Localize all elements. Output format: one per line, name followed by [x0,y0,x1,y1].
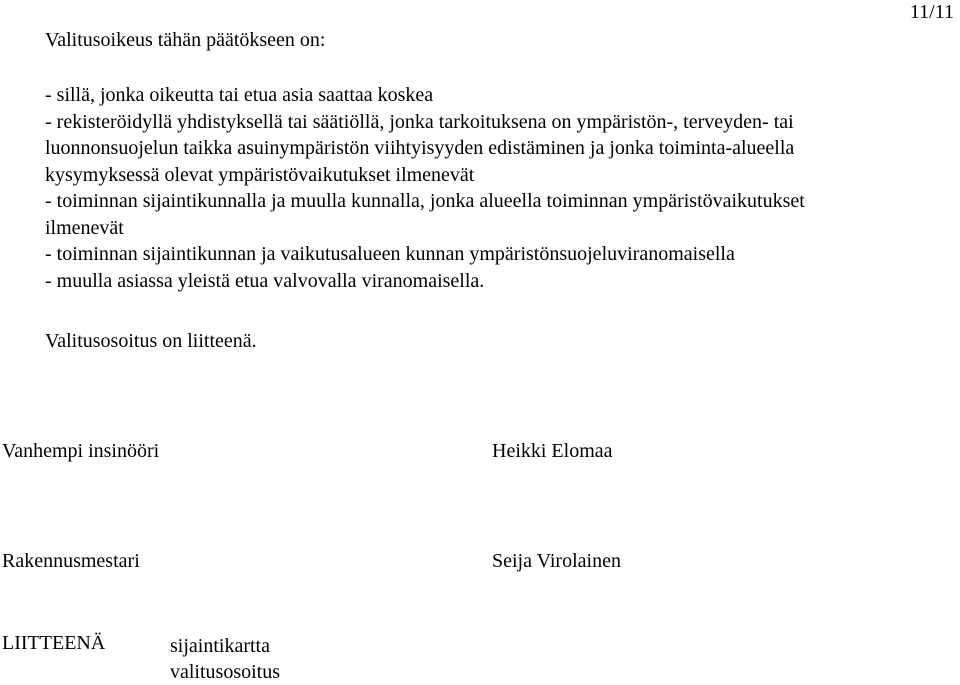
appeal-line: - sillä, jonka oikeutta tai etua asia saattaa koskea [45,84,434,106]
appeal-line: - toiminnan sijaintikunnalla ja muulla kunnalla, jonka alueella toiminnan ympäristövaikutukset [45,190,805,212]
appeal-line: - muulla asiassa yleistä etua valvovalla viranomaisella. [45,269,485,292]
appeal-line: kysymyksessä olevat ympäristövaikutukset ilmenevät [45,163,475,186]
signatory-title: Rakennusmestari [2,550,140,572]
appeal-line: - toiminnan sijaintikunnan ja vaikutusalueen kunnan ympäristönsuojeluviranomaisella [45,243,735,265]
signatory-name: Seija Virolainen [492,550,621,572]
attachment-item: valitusosoitus [170,661,281,683]
attachments-list [170,633,280,685]
signatory-title: Vanhempi insinööri [2,440,160,462]
signatory-name: Heikki Elomaa [492,440,613,462]
appeal-line: ilmenevät [45,216,124,239]
attachments-label: LIITTEENÄ [2,632,106,654]
appeal-instructions-note: Valitusosoitus on liitteenä. [45,330,257,352]
appeal-line: - rekisteröidyllä yhdistyksellä tai säätiöllä, jonka tarkoituksena on ympäristön-, terveyden- tai [45,110,794,133]
appeal-heading: Valitusoikeus tähän päätökseen on: [45,29,326,51]
page-number: 11/11 [909,1,954,23]
attachment-item: sijaintikartta [170,635,270,657]
appeal-line: luonnonsuojelun taikka asuinympäristön viihtyisyyden edistäminen ja jonka toiminta-alueella [45,137,795,159]
appeal-rights-list [45,82,805,294]
